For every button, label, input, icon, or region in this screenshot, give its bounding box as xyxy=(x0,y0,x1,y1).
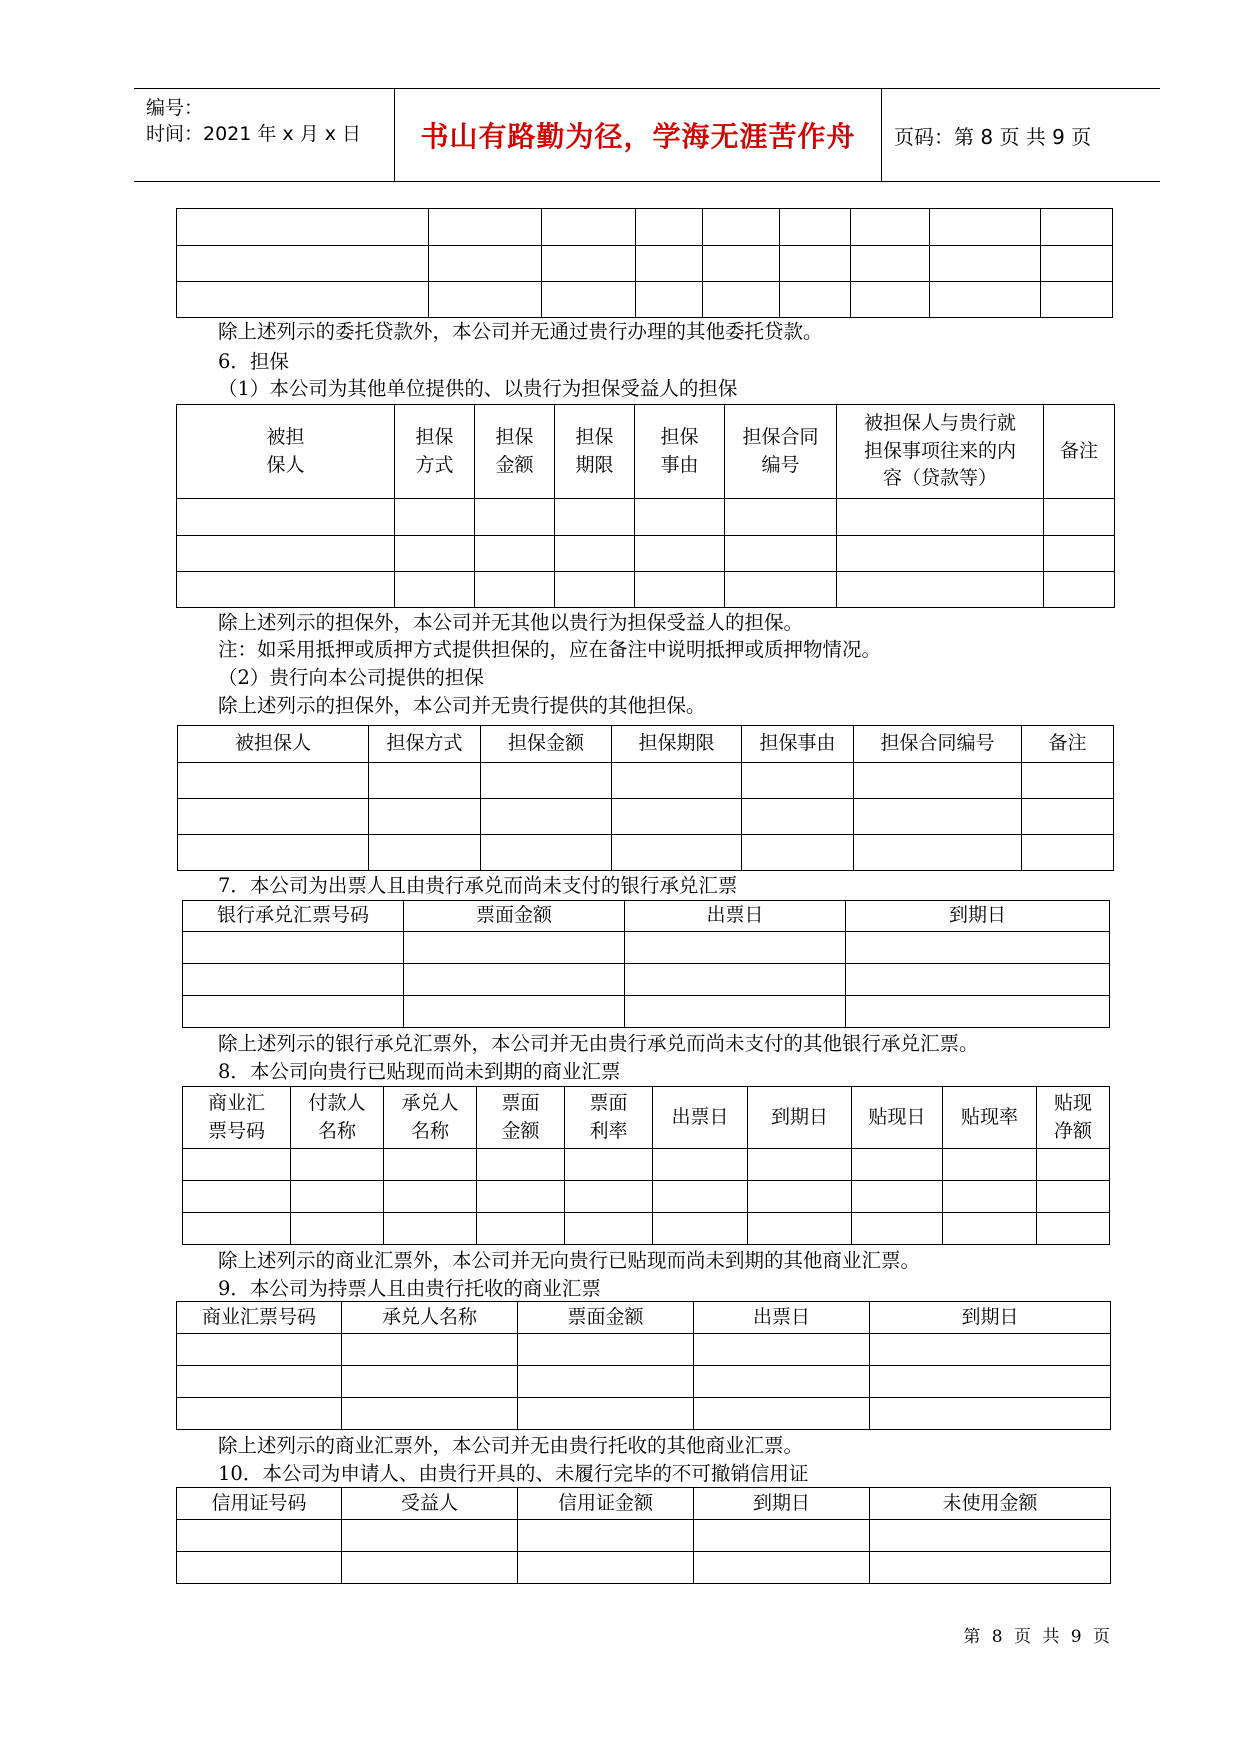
column-header: 备注 xyxy=(1022,726,1114,763)
column-header: 贴现率 xyxy=(943,1087,1037,1149)
section-heading: 8．本公司向贵行已贴现而尚未到期的商业汇票 xyxy=(218,1060,621,1083)
column-header: 票面金额 xyxy=(404,901,625,932)
column-header: 出票日 xyxy=(625,901,846,932)
paragraph: 除上述列示的担保外，本公司并无其他以贵行为担保受益人的担保。 xyxy=(218,611,804,634)
column-header: 到期日 xyxy=(748,1087,852,1149)
column-header: 票面金额 xyxy=(518,1302,694,1334)
column-header: 被担 保人 xyxy=(177,405,395,499)
paragraph: 除上述列示的委托贷款外，本公司并无通过贵行办理的其他委托贷款。 xyxy=(218,320,823,343)
table-row xyxy=(177,1366,1111,1398)
table-row xyxy=(183,996,1110,1028)
table-row xyxy=(177,499,1115,536)
table-row xyxy=(183,932,1110,964)
column-header: 承兑人名称 xyxy=(342,1302,518,1334)
table-collection-bills xyxy=(176,1301,1111,1430)
table-letters-of-credit xyxy=(176,1487,1111,1584)
table-bank-acceptances xyxy=(182,900,1110,1028)
column-header: 担保事由 xyxy=(742,726,854,763)
table-row xyxy=(177,572,1115,608)
column-header: 到期日 xyxy=(870,1302,1111,1334)
paragraph: 除上述列示的商业汇票外，本公司并无向贵行已贴现而尚未到期的其他商业汇票。 xyxy=(218,1249,921,1272)
column-header: 银行承兑汇票号码 xyxy=(183,901,404,932)
header-page-cell xyxy=(880,89,1160,181)
column-header: 到期日 xyxy=(694,1488,870,1520)
section-heading: 10．本公司为申请人、由贵行开具的、未履行完毕的不可撤销信用证 xyxy=(218,1462,809,1485)
column-header: 担保 金额 xyxy=(475,405,555,499)
paragraph: 除上述列示的银行承兑汇票外，本公司并无由贵行承兑而尚未支付的其他银行承兑汇票。 xyxy=(218,1032,979,1055)
column-header: 备注 xyxy=(1044,405,1115,499)
column-header: 被担保人 xyxy=(178,726,369,763)
table-discounted-bills xyxy=(182,1086,1110,1245)
table-guarantees-received xyxy=(177,725,1114,871)
column-header: 未使用金额 xyxy=(870,1488,1111,1520)
column-header: 担保合同编号 xyxy=(854,726,1022,763)
header-meta xyxy=(134,89,394,181)
section-heading: 7．本公司为出票人且由贵行承兑而尚未支付的银行承兑汇票 xyxy=(218,874,738,897)
column-header: 到期日 xyxy=(846,901,1110,932)
column-header: 出票日 xyxy=(694,1302,870,1334)
table-row xyxy=(183,1149,1110,1181)
table-row xyxy=(177,209,1113,246)
column-header: 信用证号码 xyxy=(177,1488,342,1520)
table-header-row xyxy=(183,901,1110,932)
page-footer: 第 8 页 共 9 页 xyxy=(963,1627,1113,1647)
table-row xyxy=(177,1552,1111,1584)
column-header: 受益人 xyxy=(342,1488,518,1520)
column-header: 承兑人 名称 xyxy=(384,1087,477,1149)
table-guarantees-provided xyxy=(176,404,1115,608)
subsection-heading: （1）本公司为其他单位提供的、以贵行为担保受益人的担保 xyxy=(218,377,738,400)
subsection-heading: （2）贵行向本公司提供的担保 xyxy=(218,666,484,689)
note: 注：如采用抵押或质押方式提供担保的，应在备注中说明抵押或质押物情况。 xyxy=(218,638,882,661)
table-row xyxy=(178,763,1114,799)
table-row xyxy=(177,246,1113,282)
table-row xyxy=(183,1181,1110,1213)
section-heading: 9．本公司为持票人且由贵行托收的商业汇票 xyxy=(218,1277,601,1300)
table-row xyxy=(177,1520,1111,1552)
column-header: 贴现日 xyxy=(852,1087,943,1149)
header-motto-cell xyxy=(394,89,882,181)
column-header: 票面 利率 xyxy=(565,1087,653,1149)
column-header: 担保 事由 xyxy=(635,405,725,499)
section-heading: 6．担保 xyxy=(218,350,289,373)
table-row xyxy=(178,835,1114,871)
table-entrusted-loans xyxy=(176,208,1113,318)
table-row xyxy=(177,536,1115,572)
column-header: 票面 金额 xyxy=(477,1087,565,1149)
column-header: 商业汇 票号码 xyxy=(183,1087,291,1149)
column-header: 担保金额 xyxy=(481,726,612,763)
table-row xyxy=(177,282,1113,318)
motto: 书山有路勤为径，学海无涯苦作舟 xyxy=(420,120,856,153)
page-header xyxy=(134,88,1160,182)
table-header-row xyxy=(177,1302,1111,1334)
table-row xyxy=(183,964,1110,996)
paragraph: 除上述列示的商业汇票外，本公司并无由贵行托收的其他商业汇票。 xyxy=(218,1434,804,1457)
header-page-info: 页码：第 8 页 共 9 页 xyxy=(894,124,1092,149)
column-header: 担保 方式 xyxy=(395,405,475,499)
column-header: 信用证金额 xyxy=(518,1488,694,1520)
table-row xyxy=(177,1398,1111,1430)
paragraph: 除上述列示的担保外，本公司并无贵行提供的其他担保。 xyxy=(218,694,706,717)
column-header: 被担保人与贵行就 担保事项往来的内 容（贷款等） xyxy=(837,405,1044,499)
column-header: 商业汇票号码 xyxy=(177,1302,342,1334)
column-header: 担保 期限 xyxy=(555,405,635,499)
table-header-row xyxy=(178,726,1114,763)
table-row xyxy=(183,1213,1110,1245)
column-header: 担保合同 编号 xyxy=(725,405,837,499)
column-header: 出票日 xyxy=(653,1087,748,1149)
table-row xyxy=(178,799,1114,835)
column-header: 贴现 净额 xyxy=(1037,1087,1110,1149)
document-time: 时间：2021 年 x 月 x 日 xyxy=(146,123,362,145)
column-header: 付款人 名称 xyxy=(291,1087,384,1149)
column-header: 担保期限 xyxy=(612,726,742,763)
table-header-row xyxy=(183,1087,1110,1149)
table-header-row xyxy=(177,405,1115,499)
column-header: 担保方式 xyxy=(369,726,481,763)
table-header-row xyxy=(177,1488,1111,1520)
document-number-label: 编号： xyxy=(146,97,204,119)
table-row xyxy=(177,1334,1111,1366)
